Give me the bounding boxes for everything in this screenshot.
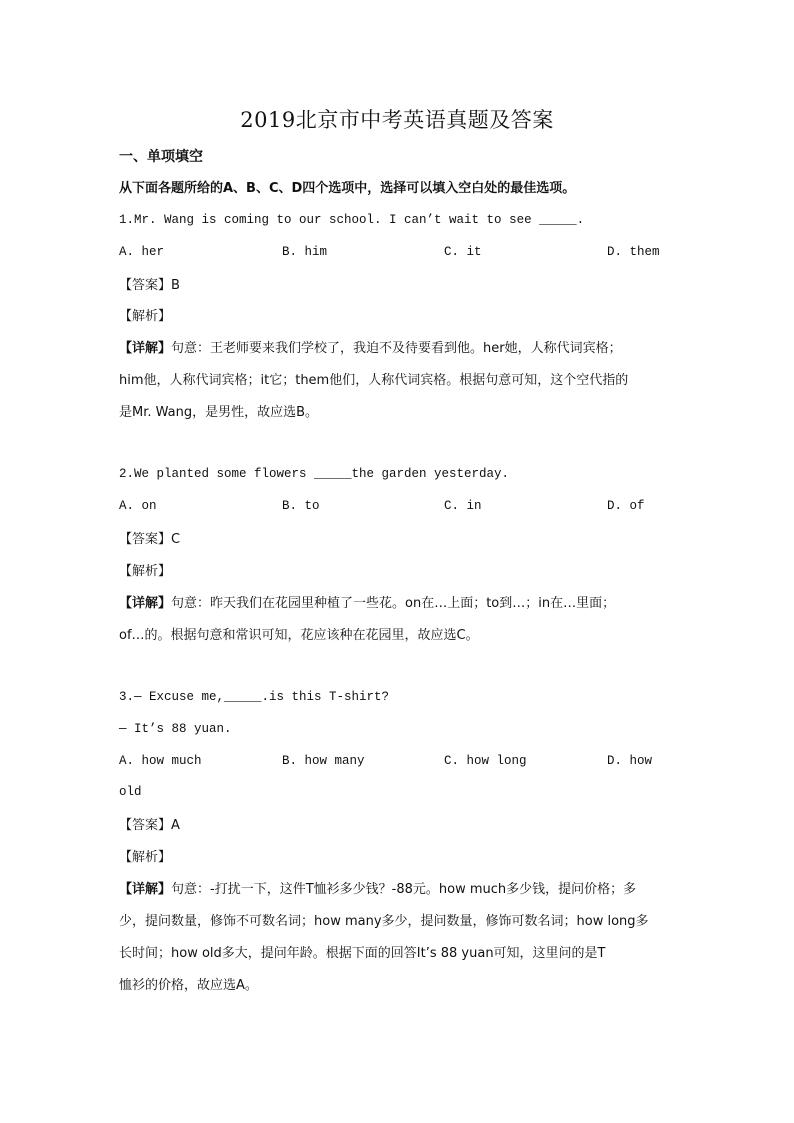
detail-line: him他，人称代词宾格；it它；them他们，人称代词宾格。根据句意可知，这个空代指的	[119, 373, 629, 388]
question-stem: 1.Mr. Wang is coming to our school. I can’t wait to see _____.	[119, 213, 585, 227]
question-stem: 2.We planted some flowers _____the garden yesterday.	[119, 467, 510, 481]
detail-line	[119, 337, 622, 356]
detail-label: 【详解】	[119, 882, 172, 897]
option-b: B. how many	[282, 754, 365, 768]
answer-value: C	[171, 532, 181, 547]
option-c: C. it	[444, 245, 482, 259]
question-stem: 3.— Excuse me,_____.is this T-shirt?	[119, 690, 390, 704]
detail-line: 恤衫的价格，故应选A。	[119, 978, 258, 993]
option-d: D. of	[607, 499, 645, 513]
answer-label: 【答案】	[119, 278, 172, 293]
option-b: B. to	[282, 499, 320, 513]
detail-text: 句意：昨天我们在花园里种植了一些花。on在…上面；to到…；in在…里面；	[171, 596, 616, 611]
option-c: C. how long	[444, 754, 527, 768]
detail-text: 句意：王老师要来我们学校了，我迫不及待要看到他。her她，人称代词宾格；	[171, 341, 622, 356]
detail-line: of…的。根据句意和常识可知，花应该种在花园里，故应选C。	[119, 628, 479, 643]
answer-line	[119, 814, 180, 833]
option-b: B. him	[282, 245, 328, 259]
option-c: C. in	[444, 499, 482, 513]
detail-line	[119, 592, 615, 611]
question-stem: — It’s 88 yuan.	[119, 722, 232, 736]
analysis-label: 【解析】	[119, 564, 172, 579]
answer-label: 【答案】	[119, 818, 172, 833]
detail-line: 是Mr. Wang，是男性，故应选B。	[119, 405, 319, 420]
analysis-label: 【解析】	[119, 309, 172, 324]
option-a: A. how much	[119, 754, 202, 768]
detail-label: 【详解】	[119, 341, 172, 356]
option-d: D. them	[607, 245, 660, 259]
answer-line	[119, 528, 180, 547]
answer-value: B	[171, 278, 180, 293]
option-a: A. her	[119, 245, 165, 259]
detail-line: 少，提问数量，修饰不可数名词；how many多少，提问数量，修饰可数名词；how long多	[119, 914, 649, 929]
detail-line	[119, 878, 636, 897]
answer-line	[119, 274, 180, 293]
answer-label: 【答案】	[119, 532, 172, 547]
option-a: A. on	[119, 499, 157, 513]
section-heading: 一、单项填空	[119, 149, 203, 165]
detail-label: 【详解】	[119, 596, 172, 611]
answer-value: A	[171, 818, 180, 833]
detail-line: 长时间；how old多大，提问年龄。根据下面的回答It’s 88 yuan可知，这里问的是T	[119, 946, 606, 961]
option-d: D. how	[607, 754, 653, 768]
page-title: 2019北京市中考英语真题及答案	[240, 108, 554, 132]
analysis-label: 【解析】	[119, 850, 172, 865]
option-d-wrap: old	[119, 785, 142, 799]
detail-text: 句意：-打扰一下，这件T恤衫多少钱？-88元。how much多少钱，提问价格；多	[171, 882, 637, 897]
section-instruction: 从下面各题所给的A、B、C、D四个选项中，选择可以填入空白处的最佳选项。	[119, 181, 576, 196]
